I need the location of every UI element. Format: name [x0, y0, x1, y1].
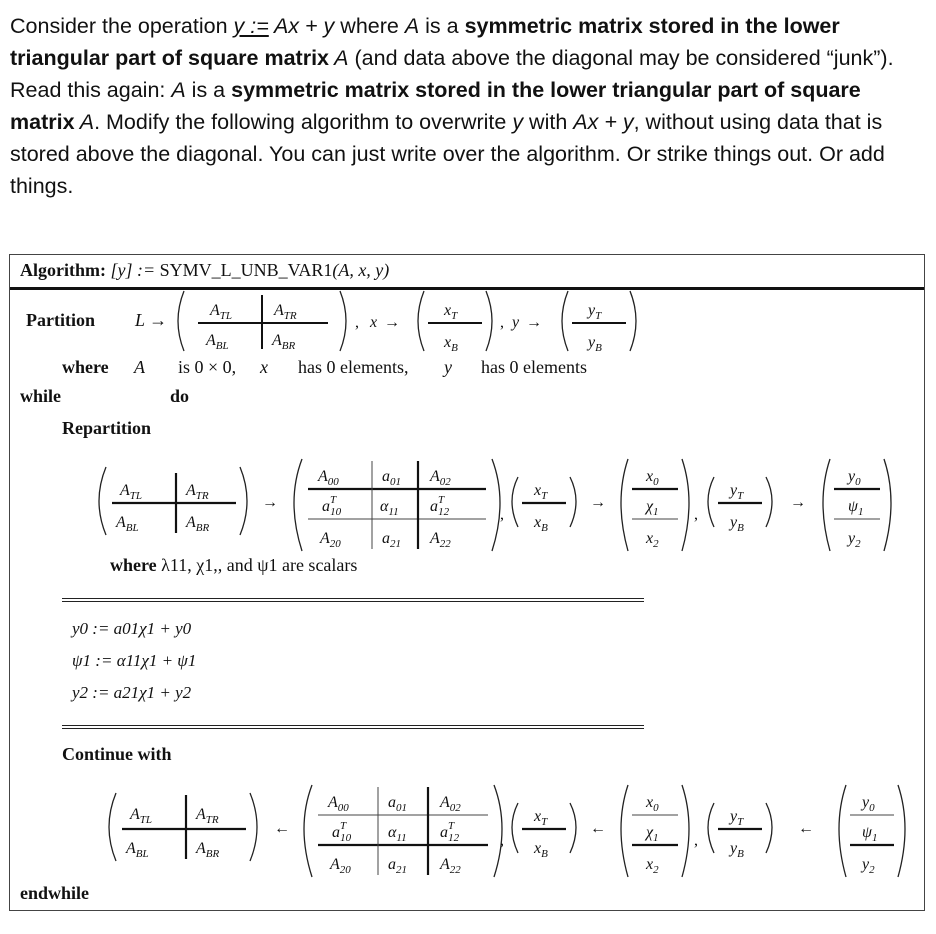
svg-text:xT: $x_T$ — [444, 302, 458, 322]
svg-text:→: → — [262, 494, 278, 511]
update-psi1: ψ1 := α11χ1 + ψ1 — [72, 651, 197, 670]
svg-text:→: → — [790, 494, 806, 511]
where-A: A — [134, 357, 145, 377]
svg-text:A20: $A_{20}$ — [320, 530, 341, 550]
svg-text:ATR: $A_{TR}$ — [196, 806, 219, 826]
svg-text:←: ← — [274, 820, 290, 837]
svg-text:yB: $y_B$ — [588, 334, 602, 354]
operation-underlined: y := — [233, 14, 269, 38]
continue-matrices — [90, 779, 910, 883]
bold-phrase-1: symmetric matrix stored in the lower triangular part of square matrix — [10, 14, 840, 70]
svg-text:y0: $y_0$ — [862, 794, 875, 814]
svg-text:ABL: $A_{BL}$ — [126, 840, 149, 860]
bold-phrase-2: symmetric matrix stored in the lower triangular part of square matrix — [10, 78, 861, 134]
svg-text:a21: $a_{21}$ — [388, 856, 407, 876]
svg-text:,: , — [500, 506, 504, 523]
svg-text:←: ← — [590, 820, 606, 837]
where-label: where — [62, 357, 109, 377]
where-y: y — [444, 357, 452, 377]
where-x: x — [260, 357, 268, 377]
rule-top-1 — [62, 598, 644, 599]
svg-text:ABL: $A_{BL}$ — [116, 514, 139, 534]
svg-text:A02: $A_{02}$ — [440, 794, 461, 814]
where-has1: has 0 elements, — [298, 357, 409, 377]
where-has2: has 0 elements — [481, 357, 587, 377]
svg-text:ABR: $A_{BR}$ — [272, 332, 296, 352]
svg-text:x0: $x_0$ — [646, 794, 659, 814]
svg-text:a21: $a_{21}$ — [382, 530, 401, 550]
svg-text:xB: $x_B$ — [534, 840, 548, 860]
svg-text:aT12: $a^T$ 12 — [440, 820, 460, 844]
problem-statement: Consider the operation y := Ax + y where A is a symmetric matrix stored in the lower triangular part of square matrix A (and data above the diagonal may be considered “junk”). Read this again: A is a symmetric matrix stored in the lower triangular part of square matrix A. Modify the following algorithm to overwrite y with Ax + y, without using data that is stored above the diagonal. You can just write over the algorithm. Or strike things out. Or add things. — [10, 14, 894, 198]
partition-label: Partition — [26, 310, 95, 330]
update-y0: y0 := a01χ1 + y0 — [72, 619, 192, 638]
scalars-note: where λ11, χ1,, and ψ1 are scalars — [110, 555, 358, 575]
svg-text:→: → — [526, 314, 542, 331]
algorithm-box — [9, 254, 925, 911]
algorithm-header-text: Algorithm: [y] := SYMV_L_UNB_VAR1(A, x, y) — [20, 260, 390, 280]
svg-text:ATL: $A_{TL}$ — [210, 302, 233, 322]
svg-text:yT: $y_T$ — [588, 302, 602, 322]
svg-text:aT10: $a^T$ 10 — [332, 820, 352, 844]
svg-text:ψ1: $\psi_1$ — [848, 498, 864, 518]
svg-text:A02: $A_{02}$ — [430, 468, 451, 488]
svg-text:x2: $x_2$ — [646, 856, 659, 876]
rule-top-2 — [62, 601, 644, 602]
partition-matrices — [170, 287, 650, 357]
svg-text:xB: $x_B$ — [444, 334, 458, 354]
svg-text:A20: $A_{20}$ — [330, 856, 351, 876]
svg-text:α11: $\alpha_{11}$ — [388, 824, 407, 844]
svg-text:yB: $y_B$ — [730, 514, 744, 534]
endwhile-label: endwhile — [20, 883, 90, 903]
svg-text:ABR: $A_{BR}$ — [186, 514, 210, 534]
where-is: is 0 × 0, — [178, 357, 237, 377]
svg-text:,: , — [500, 314, 504, 331]
svg-text:ATL: $A_{TL}$ — [130, 806, 153, 826]
algorithm-header — [10, 255, 924, 290]
svg-text:y: y — [512, 314, 520, 331]
svg-text:yT: $y_T$ — [730, 482, 744, 502]
svg-text:ABR: $A_{BR}$ — [196, 840, 220, 860]
svg-text:α11: $\alpha_{11}$ — [380, 498, 399, 518]
rule-bottom-1 — [62, 725, 644, 726]
svg-text:yT: $y_T$ — [730, 808, 744, 828]
svg-text:aT10: $a^T$ 10 — [322, 494, 342, 518]
svg-text:←: ← — [798, 820, 814, 837]
svg-text:x2: $x_2$ — [646, 530, 659, 550]
svg-text:χ1: $\chi_1$ — [646, 824, 659, 844]
svg-text:ATL: $A_{TL}$ — [120, 482, 143, 502]
svg-text:A22: $A_{22}$ — [430, 530, 451, 550]
svg-text:xT: $x_T$ — [534, 808, 548, 828]
svg-text:x0: $x_0$ — [646, 468, 659, 488]
svg-text:,: , — [500, 832, 504, 849]
while-label: while — [20, 386, 62, 406]
svg-text:y2: $y_2$ — [848, 530, 861, 550]
svg-text:,: , — [694, 832, 698, 849]
svg-text:ABL: $A_{BL}$ — [206, 332, 229, 352]
svg-text:xB: $x_B$ — [534, 514, 548, 534]
svg-text:,: , — [694, 506, 698, 523]
svg-text:a01: $a_{01}$ — [382, 468, 401, 488]
repartition-matrices — [90, 453, 910, 557]
svg-text:A00: $A_{00}$ — [318, 468, 339, 488]
update-y2: y2 := a21χ1 + y2 — [72, 683, 192, 702]
partition-L: L → — [135, 310, 168, 330]
svg-text:ATR: $A_{TR}$ — [186, 482, 209, 502]
repartition-label: Repartition — [62, 418, 151, 438]
svg-text:ψ1: $\psi_1$ — [862, 824, 878, 844]
svg-text:y2: $y_2$ — [862, 856, 875, 876]
svg-text:aT12: $a^T$ 12 — [430, 494, 450, 518]
svg-text:x: x — [370, 314, 378, 331]
svg-text:→: → — [590, 494, 606, 511]
svg-text:y0: $y_0$ — [848, 468, 861, 488]
svg-text:→: → — [384, 314, 400, 331]
rule-bottom-2 — [62, 728, 644, 729]
svg-text:yB: $y_B$ — [730, 840, 744, 860]
do-label: do — [170, 386, 190, 406]
svg-text:A00: $A_{00}$ — [328, 794, 349, 814]
continue-label: Continue with — [62, 744, 172, 764]
svg-text:A22: $A_{22}$ — [440, 856, 461, 876]
svg-text:,: , — [355, 314, 359, 331]
svg-text:a01: $a_{01}$ — [388, 794, 407, 814]
svg-text:χ1: $\chi_1$ — [646, 498, 659, 518]
svg-text:ATR: $A_{TR}$ — [274, 302, 297, 322]
svg-text:xT: $x_T$ — [534, 482, 548, 502]
